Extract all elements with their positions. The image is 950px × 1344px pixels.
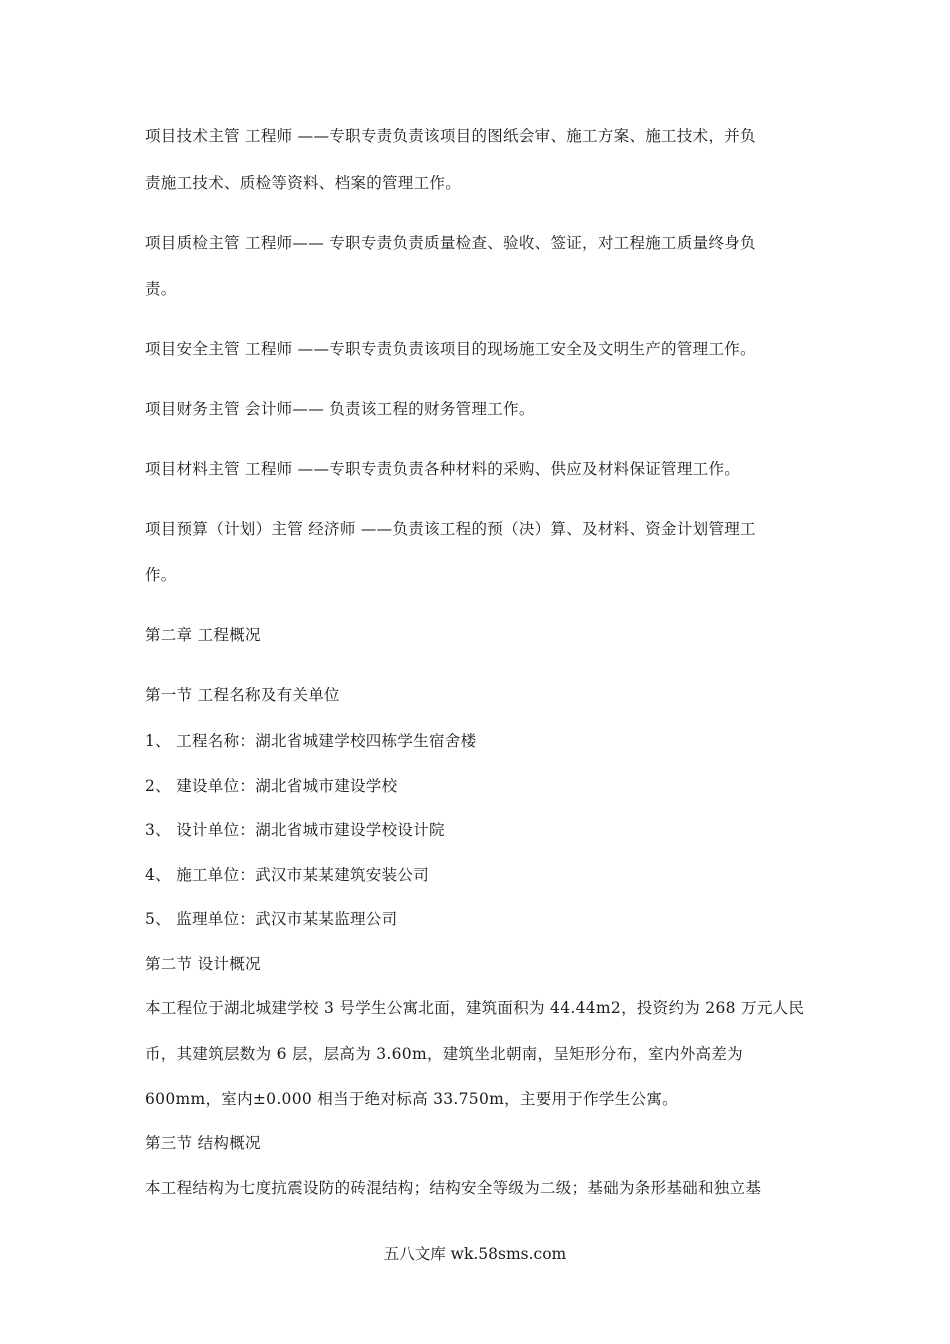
- section-3-heading: 第三节 结构概况: [145, 1134, 261, 1152]
- design-overview-line-1: 本工程位于湖北城建学校 3 号学生公寓北面，建筑面积为 44.44m2，投资约为 268 万元人民: [145, 999, 805, 1017]
- section-1-heading: 第一节 工程名称及有关单位: [145, 686, 340, 704]
- list-item-contractor: 4、 施工单位：武汉市某某建筑安装公司: [145, 866, 429, 884]
- para-tech-manager-line-1: 项目技术主管 工程师 ——专职专责负责该项目的图纸会审、施工方案、施工技术，并负: [145, 127, 756, 145]
- para-tech-manager-line-2: 责施工技术、质检等资料、档案的管理工作。: [145, 174, 462, 192]
- list-item-client: 2、 建设单位：湖北省城市建设学校: [145, 777, 398, 795]
- chapter-heading: 第二章 工程概况: [145, 626, 261, 644]
- para-budget-manager-line-2: 作。: [145, 566, 177, 584]
- list-item-designer: 3、 设计单位：湖北省城市建设学校设计院: [145, 821, 445, 839]
- footer-watermark: 五八文库 wk.58sms.com: [383, 1245, 567, 1263]
- para-qc-manager-line-2: 责。: [145, 280, 177, 298]
- structure-overview-line-1: 本工程结构为七度抗震设防的砖混结构；结构安全等级为二级；基础为条形基础和独立基: [145, 1179, 762, 1197]
- para-safety-manager: 项目安全主管 工程师 ——专职专责负责该项目的现场施工安全及文明生产的管理工作。: [145, 340, 756, 358]
- section-2-heading: 第二节 设计概况: [145, 955, 261, 973]
- para-materials-manager: 项目材料主管 工程师 ——专职专责负责各种材料的采购、供应及材料保证管理工作。: [145, 460, 741, 478]
- design-overview-line-2: 币，其建筑层数为 6 层，层高为 3.60m，建筑坐北朝南，呈矩形分布，室内外高差为: [145, 1045, 743, 1063]
- para-qc-manager-line-1: 项目质检主管 工程师—— 专职专责负责质量检查、验收、签证，对工程施工质量终身负: [145, 234, 756, 252]
- para-budget-manager-line-1: 项目预算（计划）主管 经济师 ——负责该工程的预（决）算、及材料、资金计划管理工: [145, 520, 756, 538]
- para-finance-manager: 项目财务主管 会计师—— 负责该工程的财务管理工作。: [145, 400, 535, 418]
- list-item-project-name: 1、 工程名称：湖北省城建学校四栋学生宿舍楼: [145, 732, 477, 750]
- list-item-supervisor: 5、 监理单位：武汉市某某监理公司: [145, 910, 398, 928]
- design-overview-line-3: 600mm，室内±0.000 相当于绝对标高 33.750m，主要用于作学生公寓。: [145, 1090, 678, 1108]
